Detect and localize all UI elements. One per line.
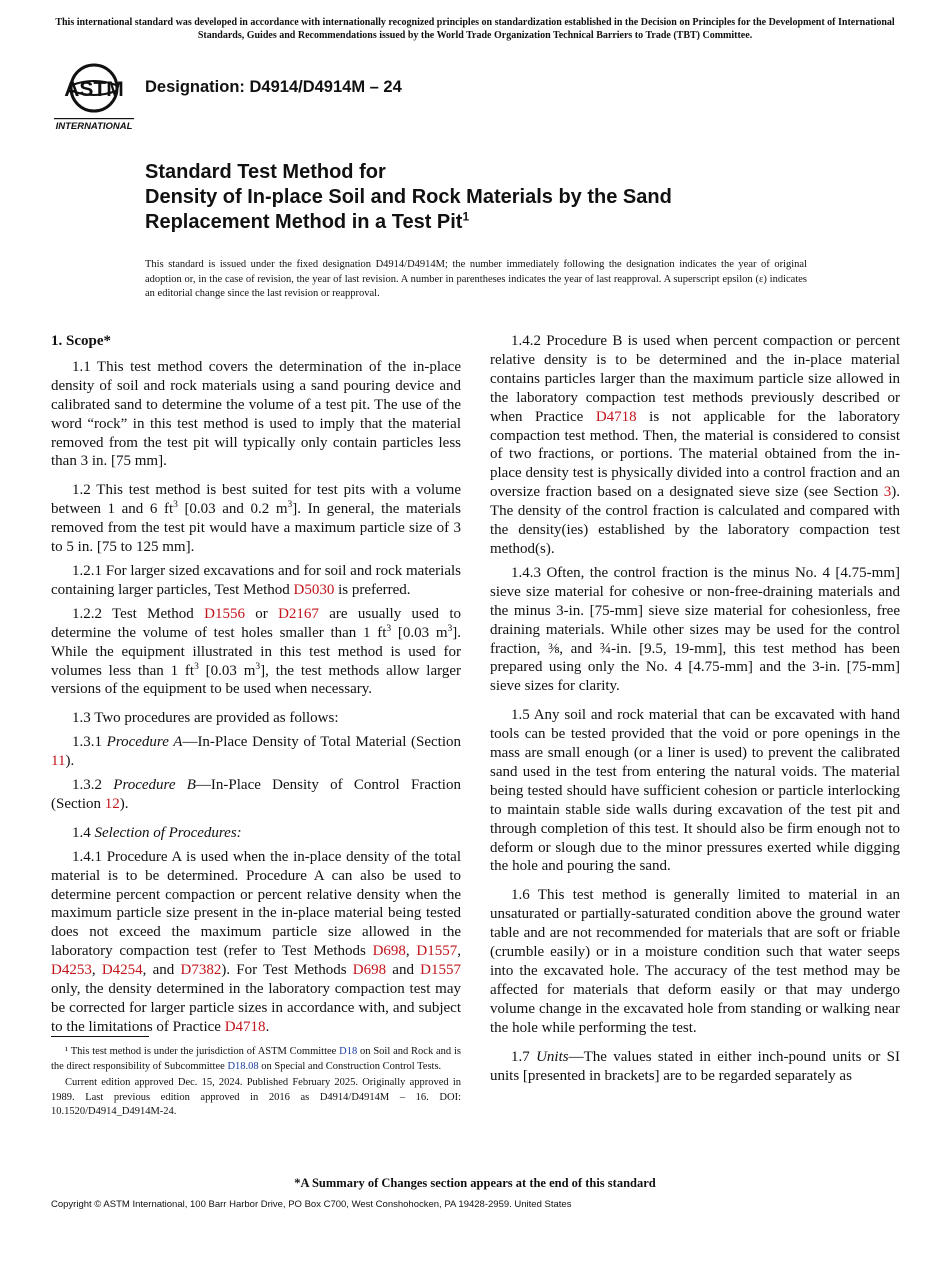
para-1-2-2: 1.2.2 Test Method D1556 or D2167 are usually used to determine the volume of test holes smaller than 1 $ft^3$ [0.03 $m^3$]. While the equipment illustrated in this test method is used for volumes less than 1 $ft^3$ [0.03 $m^3$], the test methods allow larger versions of the equipment to be used when necessary. xyxy=(51,605,461,698)
para-1-4-2: 1.4.2 Procedure B is used when percent compaction or percent relative density is to be determined and the in-place material contains particles larger than the maximum particle size allowed in the laboratory compaction test methods previously described or when Practice D4718 is not applicable for the laboratory compaction test method. Then, the material is considered to consist of two fractions, or portions. The material obtained from the in-place density test is physically divided into a control fraction and an oversize fraction based on a designated sieve size (see Section 3). The density of the control fraction is calculated and compared with the density(ies) established by the laboratory compaction test method(s). xyxy=(490,333,901,557)
para-1-6: 1.6 This test method is generally limited to material in an unsaturated or partially-saturated condition above the ground water table and are not recommended for materials that are soft or friable (crumble easily) or in a moisture condition such that water seeps into the excavated hole. The accuracy of the test method may be affected for materials that deform easily or that may undergo volume change in the excavated hole from standing or walking near the hole while performing the test. xyxy=(490,887,900,1036)
logo-international-text: INTERNATIONAL xyxy=(55,121,133,132)
footnotes xyxy=(51,1045,461,1122)
section-heading-scope: 1. Scope* xyxy=(51,333,111,349)
document-title xyxy=(145,160,845,235)
link-d4718[interactable]: D4718 xyxy=(224,1018,266,1035)
link-d1557-2[interactable]: D1557 xyxy=(420,962,462,979)
link-section-12[interactable]: 12 xyxy=(104,795,120,812)
footnote-edition: Current edition approved Dec. 15, 2024. Published February 2025. Originally approved in 1989. Last previous edition approved in 2016 as D4914/D4914M – 16. DOI: 10.1520/D4914_D4914M-24. xyxy=(51,1077,461,1117)
link-d4254[interactable]: D4254 xyxy=(101,962,143,979)
link-d7382[interactable]: D7382 xyxy=(180,962,222,979)
right-column xyxy=(490,332,900,1090)
title-line-3: Replacement Method in a Test Pit$^1$ xyxy=(145,209,470,233)
para-1-3: 1.3 Two procedures are provided as follows: xyxy=(72,710,339,727)
designation: Designation: D4914/D4914M – 24 xyxy=(145,78,402,96)
footnote-1: ¹ This test method is under the jurisdiction of ASTM Committee D18 on Soil and Rock and is the direct responsibility of Subcommittee D18.08 on Special and Construction Control Tests. xyxy=(51,1046,461,1072)
para-1-7: 1.7 Units—The values stated in either inch-pound units or SI units [presented in brackets] are to be regarded separately as xyxy=(490,1048,900,1084)
title-footnote-mark: 1 xyxy=(462,209,470,224)
title-line-2: Density of In-place Soil and Rock Materials by the Sand xyxy=(145,186,672,208)
left-column xyxy=(51,332,461,1042)
title-line-1: Standard Test Method for xyxy=(145,161,386,183)
link-d1556[interactable]: D1556 xyxy=(204,605,245,622)
link-subcommittee-d1808[interactable]: D18.08 xyxy=(227,1060,259,1072)
link-d698[interactable]: D698 xyxy=(372,943,406,960)
para-1-3-2: 1.3.2 Procedure B—In-Place Density of Control Fraction (Section 12). xyxy=(51,777,461,812)
para-1-4: 1.4 Selection of Procedures: xyxy=(72,824,242,841)
link-d2167[interactable]: D2167 xyxy=(278,605,319,622)
issuance-statement: This standard is issued under the fixed designation D4914/D4914M; the number immediately following the designation indicates the year of original adoption or, in the case of revision, the year of last revision. A number in parentheses indicates the year of last reapproval. A superscript epsilon (ε) indicates an editorial change since the last revision or reapproval. xyxy=(145,259,807,299)
link-d4253[interactable]: D4253 xyxy=(51,962,92,979)
para-1-2: 1.2 This test method is best suited for test pits with a volume between 1 and 6 $ft^3$ [0.03 and 0.2 $m^3$]. In general, the materials removed from the test pit would have a maximum particle size of 3 to 5 in. [75 to 125 mm]. xyxy=(51,482,461,556)
link-d5030[interactable]: D5030 xyxy=(293,581,335,598)
link-section-3[interactable]: 3 xyxy=(883,484,892,501)
para-1-5: 1.5 Any soil and rock material that can be excavated with hand tools can be tested provided that the void or pore openings in the mass are small enough (or a liner is used) to prevent the calibrated sand used in the test from entering the natural voids. The material being tested should have sufficient cohesion or particle interlocking to maintain stable side walls during excavation of the test pit and through completion of this test. It should also be firm enough not to deform or slough due to the minor pressures exerted while digging the hole and pouring the sand. xyxy=(490,707,900,875)
link-section-11[interactable]: 11 xyxy=(51,753,66,770)
link-d1557[interactable]: D1557 xyxy=(416,943,458,960)
para-1-2-1: 1.2.1 For larger sized excavations and for soil and rock materials containing larger particles, Test Method D5030 is preferred. xyxy=(51,562,461,598)
para-1-4-1: 1.4.1 Procedure A is used when the in-place density of the total material is to be determined. Procedure A can also be used to determine percent compaction or percent relative density when the maximum particle size present in the in-place material being tested does not exceed the maximum particle size allowed in the laboratory compaction test (refer to Test Methods D698, D1557, D4253, D4254, and D7382). For Test Methods D698 and D1557 only, the density determined in the laboratory compaction test may be corrected for larger particle sizes in accordance with, and subject to the limitations of Practice D4718. xyxy=(51,848,462,1035)
link-committee-d18[interactable]: D18 xyxy=(339,1046,358,1057)
tbt-notice: This international standard was developed in accordance with internationally recognized principles on standardization established in the Decision on Principles for the Development of International Standards, Guides and Recommendations issued by the World Trade Organization Technical Barriers to Trade (TBT) Committee. xyxy=(55,17,895,41)
link-d4718-2[interactable]: D4718 xyxy=(595,408,637,425)
astm-logo xyxy=(52,55,136,133)
para-1-3-1: 1.3.1 Procedure A—In-Place Density of Total Material (Section 11). xyxy=(51,734,462,770)
link-d698-2[interactable]: D698 xyxy=(352,962,387,979)
para-1-4-3: 1.4.3 Often, the control fraction is the minus No. 4 [4.75-mm] sieve size material for cohesive or non-free-draining materials and the minus 3-in. [75-mm] sieve size material for cohesionless, free draining materials. While other sizes may be used for the control fraction, ⅜, and ¾-in. [9.5, 19-mm], this test method has been prepared using only the No. 4 [4.75-mm] and the 3-in. [75-mm] sieve sizes for clarity. xyxy=(490,564,900,695)
footnote-divider xyxy=(51,1036,149,1037)
copyright-notice: Copyright © ASTM International, 100 Barr Harbor Drive, PO Box C700, West Conshohocken, PA 19428-2959. United States xyxy=(51,1199,572,1210)
svg-text:ASTM: ASTM xyxy=(64,78,124,101)
summary-of-changes-note: *A Summary of Changes section appears at the end of this standard xyxy=(294,1176,656,1190)
para-1-1: 1.1 This test method covers the determination of the in-place density of soil and rock materials using a sand pouring device and calibrated sand to determine the volume of a test pit. The use of the word “rock” in this test method is used to imply that the material removed from the test pit will typically only contain particles less than 3 in. [75 mm]. xyxy=(51,358,461,470)
